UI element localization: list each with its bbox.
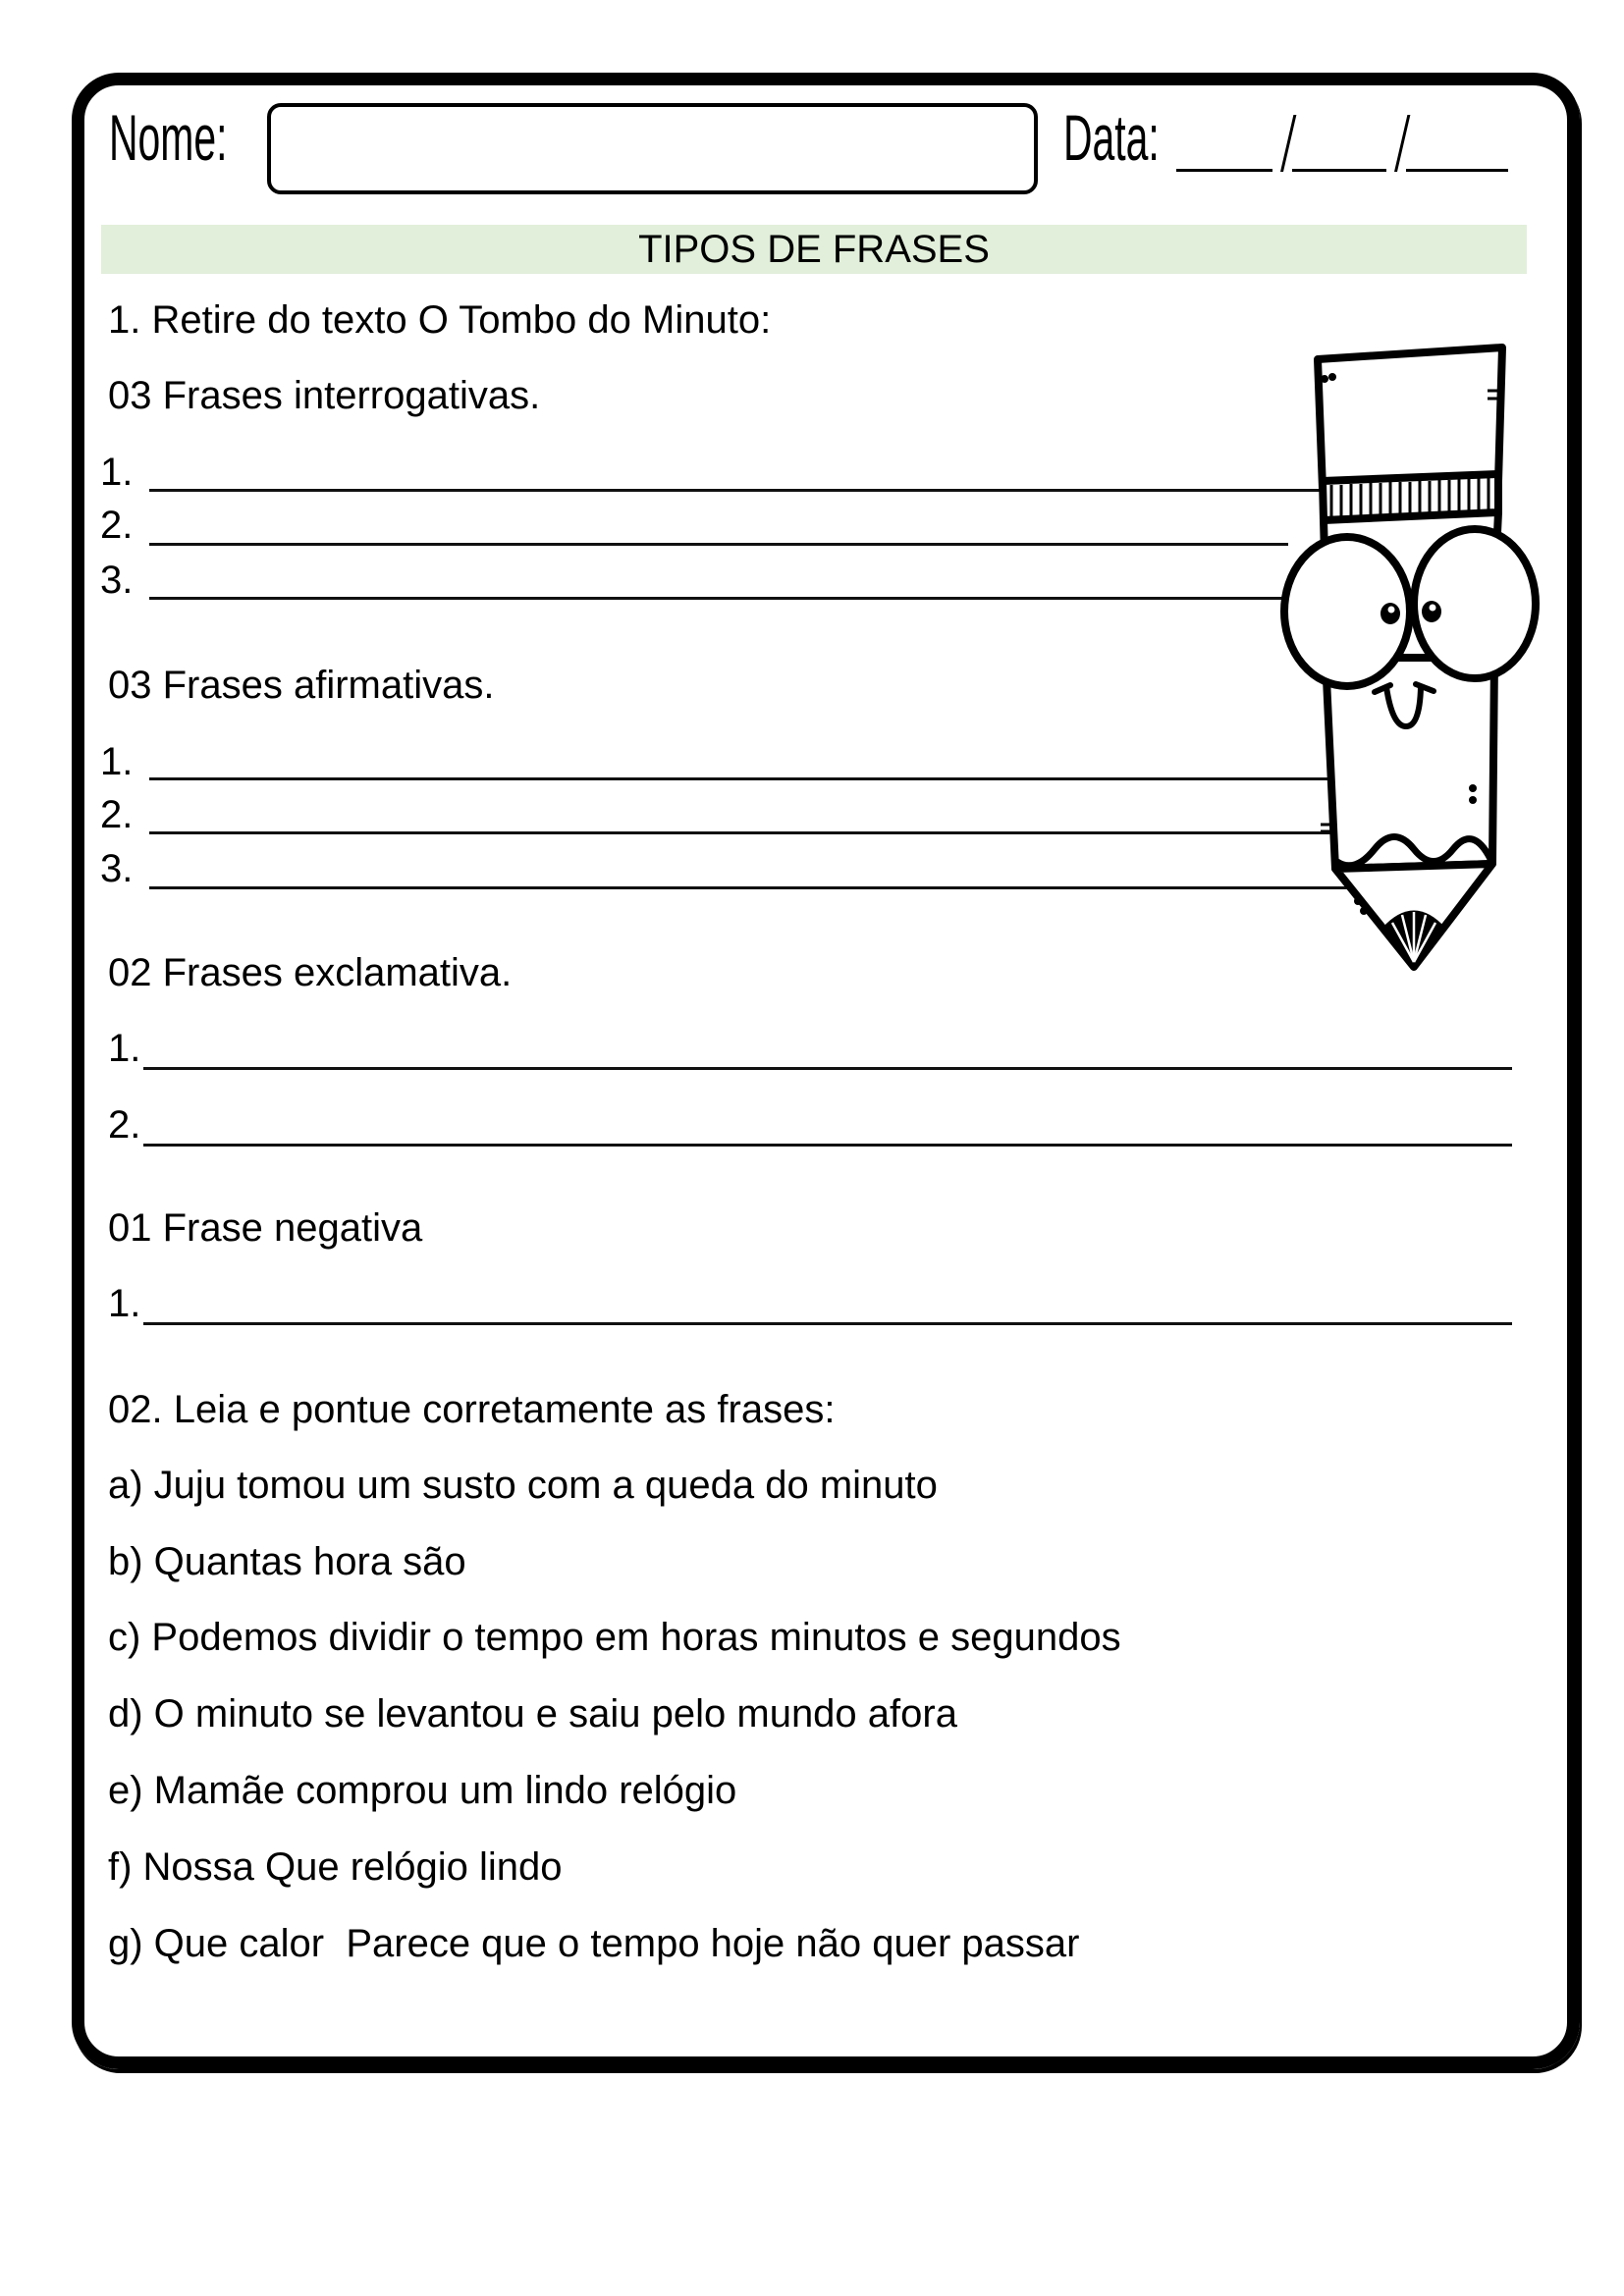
- date-fields[interactable]: [1176, 103, 1510, 172]
- right-pupil: [1422, 601, 1441, 622]
- date-label: Data:: [1063, 101, 1160, 174]
- answer-line[interactable]: [143, 1322, 1512, 1325]
- section-heading-negativa: 01 Frase negativa: [108, 1206, 423, 1250]
- answer-line[interactable]: [149, 777, 1337, 780]
- sentence-item: e) Mamãe comprou um lindo relógio: [108, 1769, 737, 1812]
- sentence-item: a) Juju tomou um susto com a queda do minuto: [108, 1464, 938, 1507]
- answer-number: 1.: [100, 451, 134, 494]
- name-label: Nome:: [109, 101, 228, 174]
- date-month-blank[interactable]: [1292, 169, 1386, 172]
- section-heading-exclamativa: 02 Frases exclamativa.: [108, 951, 513, 994]
- section-heading-afirmativas: 03 Frases afirmativas.: [108, 664, 495, 707]
- answer-line[interactable]: [149, 543, 1288, 546]
- answer-number: 1.: [100, 740, 134, 783]
- sentence-item: g) Que calor Parece que o tempo hoje não quer passar: [108, 1922, 1080, 1965]
- left-pupil: [1380, 603, 1400, 624]
- question-2-prompt: 02. Leia e pontue corretamente as frases:: [108, 1388, 836, 1431]
- answer-line[interactable]: [149, 597, 1288, 600]
- date-year-blank[interactable]: [1406, 169, 1508, 172]
- answer-line[interactable]: [149, 886, 1367, 889]
- answer-number: 3.: [100, 847, 134, 890]
- date-slash: [1280, 115, 1296, 172]
- pencil-eraser: [1318, 347, 1502, 489]
- answer-number: 3.: [100, 559, 134, 602]
- answer-number: 2.: [100, 504, 134, 547]
- sentence-item: d) O minuto se levantou e saiu pelo mundo afora: [108, 1692, 957, 1735]
- sentence-item: c) Podemos dividir o tempo em horas minutos e segundos: [108, 1616, 1121, 1659]
- answer-line[interactable]: [143, 1144, 1512, 1147]
- date-slash: [1394, 115, 1410, 172]
- answer-number: 2.: [100, 793, 134, 836]
- name-input-box[interactable]: [267, 103, 1038, 194]
- pencil-character-icon: [1267, 334, 1561, 982]
- sentence-item: b) Quantas hora são: [108, 1540, 466, 1583]
- title-bar: [101, 225, 1527, 274]
- page-title: TIPOS DE FRASES: [638, 227, 990, 271]
- answer-line[interactable]: [149, 831, 1337, 834]
- answer-line[interactable]: [149, 489, 1327, 492]
- section-heading-interrogativas: 03 Frases interrogativas.: [108, 374, 541, 417]
- question-1-prompt: 1. Retire do texto O Tombo do Minuto:: [108, 298, 772, 342]
- answer-line[interactable]: [143, 1067, 1512, 1070]
- answer-number: 1.: [108, 1282, 141, 1325]
- sentence-item: f) Nossa Que relógio lindo: [108, 1845, 563, 1889]
- date-day-blank[interactable]: [1176, 169, 1272, 172]
- answer-number: 2.: [108, 1103, 141, 1147]
- answer-number: 1.: [108, 1027, 141, 1070]
